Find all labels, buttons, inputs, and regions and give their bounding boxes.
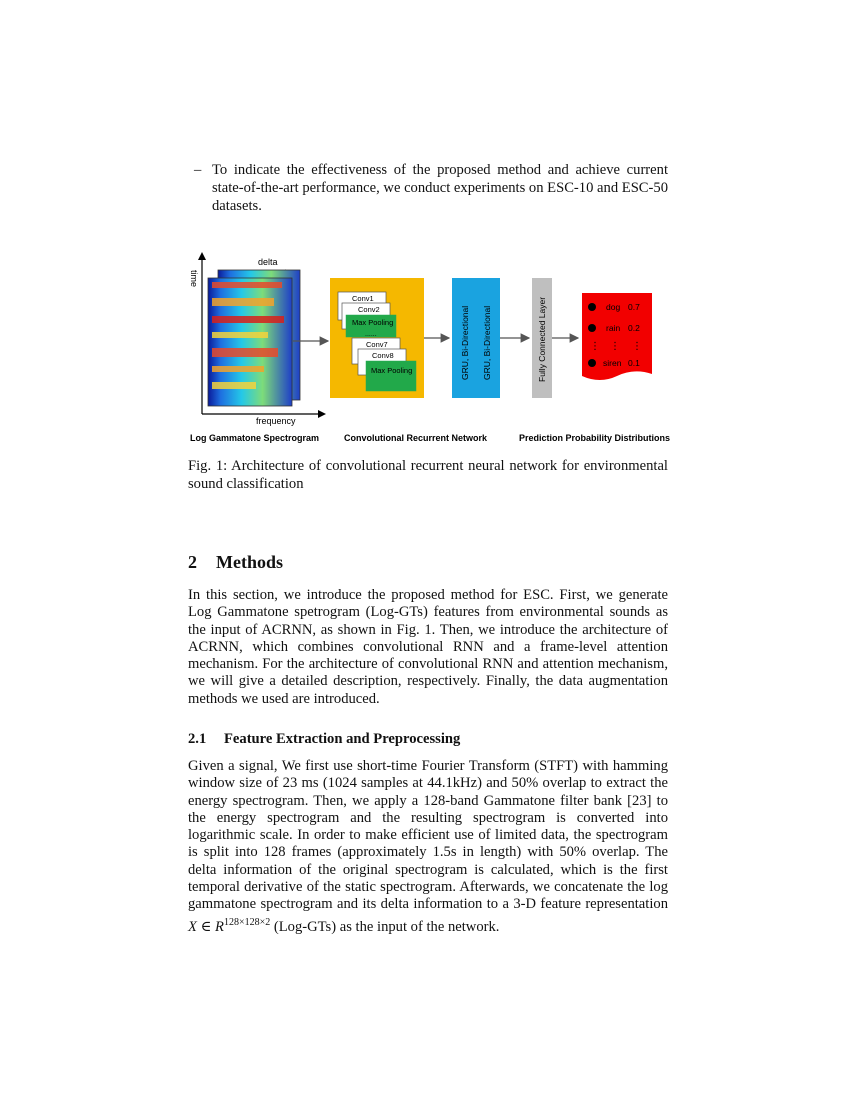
- prediction-dot-siren: [588, 359, 596, 367]
- prediction-dot-dog: [588, 303, 596, 311]
- contribution-bullet: [194, 161, 668, 215]
- prediction-name-dog: dog: [606, 302, 621, 312]
- maxpool1-label: Max Pooling: [352, 318, 394, 327]
- gru-label-1: GRU, Bi-Directional: [460, 305, 470, 380]
- paragraph2-main: Given a signal, We first use short-time Fourier Transform (STFT) with hamming window size of 23 ms (1024 samples at 44.1kHz) and 50% overlap to extract the energy spectrogram. Then, we apply a 128-band Gammatone filter bank [23] to the energy spectrogram and the resulting spectrogram is converted into logarithmic scale. In order to make efficient use of limited data, the spectrogram is split into 128 frames (approximately 1.5s in length) with 50% overlap. The delta information of the original spectrogram is calculated, which is the first temporal derivative of the static spectrogram. Afterwards, we concatenate the log gammatone spectrogram and its delta information to a 3-D feature representation: [188, 758, 668, 913]
- time-axis-label: time: [189, 270, 199, 288]
- conv1-label: Conv1: [352, 294, 374, 303]
- section-number: 2: [188, 552, 197, 572]
- prediction-name-siren: siren: [603, 358, 622, 368]
- prediction-value-rain: 0.2: [628, 323, 640, 333]
- math-r: R: [215, 918, 224, 935]
- conv2-label: Conv2: [358, 305, 380, 314]
- prediction-title: Prediction Probability Distributions: [519, 433, 671, 443]
- prediction-vdots-1: ⋮: [590, 341, 600, 352]
- figure-caption: Fig. 1: Architecture of convolutional recurrent neural network for environmental sound classification: [188, 458, 668, 492]
- math-in: ∈: [196, 918, 216, 935]
- conv8-label: Conv8: [372, 351, 394, 360]
- math-superscript: 128×128×2: [223, 916, 271, 928]
- frequency-axis-arrow: [318, 410, 326, 418]
- feature-extraction-paragraph: [188, 758, 668, 936]
- crnn-title: Convolutional Recurrent Network: [344, 433, 488, 443]
- math-x: X: [188, 918, 197, 935]
- frequency-axis-label: frequency: [256, 416, 296, 426]
- bullet-dash: –: [194, 162, 202, 178]
- delta-label: delta: [258, 257, 278, 267]
- time-axis-arrow: [198, 252, 206, 260]
- gru-label-2: GRU, Bi-Directional: [482, 305, 492, 380]
- subsection-title-text: Feature Extraction and Preprocessing: [224, 731, 461, 747]
- subsection-heading: [188, 731, 460, 748]
- spectrogram-panel: [189, 252, 326, 443]
- paragraph2-tail: (Log-GTs) as the input of the network.: [270, 918, 500, 935]
- prediction-vdots-3: ⋮: [632, 341, 642, 352]
- maxpool2-label: Max Pooling: [371, 366, 413, 375]
- section-title-text: Methods: [216, 552, 283, 572]
- section-heading: [188, 552, 283, 573]
- crnn-ellipsis: ......: [365, 331, 377, 338]
- figure-1: [182, 248, 672, 448]
- prediction-value-dog: 0.7: [628, 302, 640, 312]
- conv7-label: Conv7: [366, 340, 388, 349]
- prediction-name-rain: rain: [606, 323, 621, 333]
- fc-label: Fully Connected Layer: [537, 296, 547, 382]
- bullet-text: To indicate the effectiveness of the proposed method and achieve current state-of-the-art performance, we conduct experiments on ESC-10 and ESC-50 datasets.: [212, 162, 668, 214]
- prediction-dot-rain: [588, 324, 596, 332]
- spectrogram-title: Log Gammatone Spectrogram: [190, 433, 320, 443]
- prediction-vdots-2: ⋮: [610, 341, 620, 352]
- fc-block: [532, 278, 552, 398]
- subsection-number: 2.1: [188, 731, 207, 747]
- methods-intro-paragraph: In this section, we introduce the proposed method for ESC. First, we generate Log Gammatone spetrogram (Log-GTs) features from environmental sounds as the input of ACRNN, as shown in Fig. 1. Then, we introduce the architecture of ACRNN, which combines convolutional RNN and a frame-level attention mechanism. For the architecture of convolutional RNN and attention mechanism, we will give a detailed description, respectively. Finally, the data augmentation methods we used are introduced.: [188, 587, 668, 707]
- gru-block: [452, 278, 500, 398]
- prediction-value-siren: 0.1: [628, 358, 640, 368]
- architecture-diagram: [182, 248, 672, 448]
